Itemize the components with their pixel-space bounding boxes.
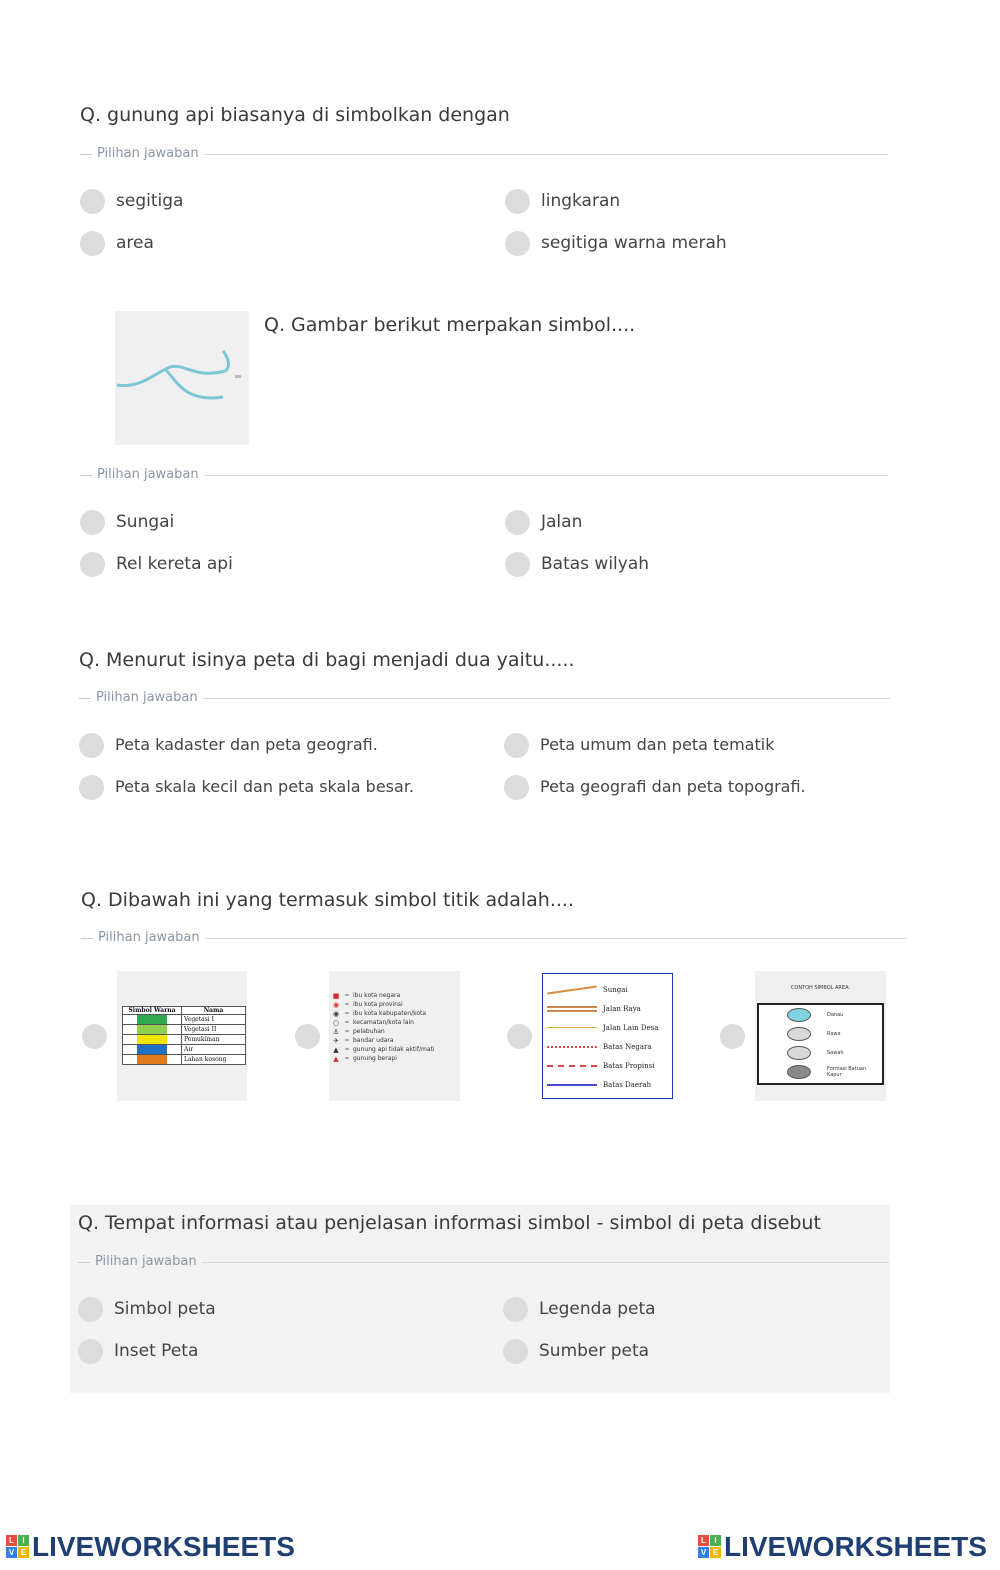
table-row [123, 1055, 245, 1064]
radio-button[interactable] [78, 1339, 103, 1364]
area-symbol-shape [787, 1065, 811, 1079]
color-swatch [123, 1015, 182, 1024]
color-swatch-fill [137, 1035, 167, 1044]
column-header: Simbol Warna [123, 1007, 182, 1014]
point-symbol-eq: = [344, 1010, 350, 1017]
option-label: Peta geografi dan peta topografi. [540, 777, 806, 796]
color-swatch [123, 1035, 182, 1044]
color-swatch-fill [137, 1015, 167, 1024]
point-symbol-mark: ◉ [332, 1000, 340, 1009]
brand-name: LIVEWORKSHEETS [32, 1531, 295, 1562]
radio-button[interactable] [78, 1297, 103, 1322]
river-symbol-drawing [115, 311, 249, 445]
point-symbol-label: kecamatan/kota lain [353, 1019, 414, 1026]
question-5-text: Q. Tempat informasi atau penjelasan informasi simbol - simbol di peta disebut [78, 1212, 821, 1234]
area-symbol-row [759, 1005, 882, 1024]
point-symbol-row [331, 1054, 459, 1063]
legend-divider [205, 938, 907, 939]
logo-tile: E [18, 1547, 29, 1558]
area-symbol-row [759, 1024, 882, 1043]
point-symbol-eq: = [344, 1046, 350, 1053]
point-symbol-label: gunung api tidak aktif/mati [353, 1046, 435, 1053]
question-4-text: Q. Dibawah ini yang termasuk simbol titik adalah.... [81, 889, 574, 911]
logo-tile: L [6, 1535, 17, 1546]
color-swatch-fill [137, 1045, 167, 1054]
area-symbol-title: CONTOH SIMBOL AREA: [790, 985, 851, 991]
question-3-text: Q. Menurut isinya peta di bagi menjadi dua yaitu..... [79, 649, 575, 671]
table-row [123, 1035, 245, 1045]
radio-button[interactable] [505, 231, 530, 256]
question-2-text: Q. Gambar berikut merpakan simbol.... [264, 314, 636, 336]
liveworksheets-logo-left [6, 1532, 296, 1564]
line-symbol-row [543, 1075, 672, 1094]
logo-tile: L [698, 1535, 709, 1546]
line-symbol-row [543, 1037, 672, 1056]
table-header [123, 1007, 245, 1015]
table-row [123, 1015, 245, 1025]
area-symbol-shape [787, 1046, 811, 1060]
point-symbol-list-image [329, 971, 460, 1101]
point-symbol-mark: ▲ [333, 1045, 339, 1054]
option-label: Peta umum dan peta tematik [540, 735, 775, 754]
point-symbol-eq: = [344, 992, 350, 999]
legend-divider [204, 154, 888, 155]
brand-name: LIVEWORKSHEETS [724, 1531, 987, 1562]
color-swatch [123, 1055, 182, 1064]
area-symbol-label: Danau [827, 1011, 844, 1018]
radio-button[interactable] [79, 775, 104, 800]
legend-label: Pilihan jawaban [95, 1254, 197, 1269]
column-header: Nama [203, 1007, 224, 1014]
option-label: area [116, 233, 154, 253]
point-symbol-mark: ⚓ [332, 1027, 340, 1036]
liveworksheets-logo-mark [698, 1535, 722, 1559]
legend-divider [203, 698, 890, 699]
point-symbol-label: bandar udara [353, 1037, 394, 1044]
radio-button[interactable] [505, 189, 530, 214]
line-symbol-label: Jalan Lain Desa [603, 1023, 659, 1032]
color-swatch [123, 1025, 182, 1034]
line-symbol-label: Jalan Raya [603, 1004, 641, 1013]
radio-button[interactable] [79, 733, 104, 758]
river-symbol-image [115, 311, 249, 445]
radio-button[interactable] [505, 552, 530, 577]
point-symbol-label: ibu kota negara [353, 992, 401, 999]
answer-options-legend [81, 930, 907, 946]
point-symbol-row [331, 1018, 459, 1027]
table-cell: Pemukiman [184, 1036, 220, 1043]
table-row [123, 1045, 245, 1055]
area-symbol-label: Formasi Batuan Kapur [827, 1065, 867, 1078]
point-symbol-mark: ■ [332, 991, 340, 1000]
area-symbol-shape [787, 1008, 811, 1022]
line-symbol-list-image [542, 973, 673, 1099]
radio-button[interactable] [504, 775, 529, 800]
line-symbol-list [543, 980, 672, 1094]
radio-button[interactable] [507, 1024, 532, 1049]
table-cell: Air [184, 1046, 194, 1053]
point-symbol-label: ibu kota provinsi [353, 1001, 403, 1008]
answer-options-legend [80, 146, 888, 162]
legend-dash [79, 698, 91, 699]
point-symbol-mark: ✈ [333, 1036, 339, 1045]
point-symbol-mark: ○ [332, 1018, 340, 1027]
point-symbol-mark: ◉ [332, 1009, 340, 1018]
color-symbol-table-image [117, 971, 247, 1101]
liveworksheets-logo-mark [6, 1535, 30, 1559]
line-symbol-mark [547, 1046, 597, 1048]
table-cell: Lahan kosong [184, 1056, 227, 1063]
line-symbol-mark [547, 1006, 597, 1012]
option-label: Inset Peta [114, 1341, 199, 1361]
table-row [123, 1025, 245, 1035]
logo-tile: V [6, 1547, 17, 1558]
line-symbol-row [543, 1056, 672, 1075]
point-symbol-eq: = [344, 1055, 350, 1062]
radio-button[interactable] [503, 1339, 528, 1364]
legend-dash [78, 1262, 90, 1263]
option-label: Sumber peta [539, 1341, 650, 1361]
option-label: lingkaran [541, 191, 621, 211]
line-symbol-row [543, 980, 672, 999]
legend-dash [81, 938, 93, 939]
area-symbol-list [759, 1005, 882, 1081]
logo-tile: V [698, 1547, 709, 1558]
area-symbol-label: Rawa [827, 1030, 841, 1037]
line-symbol-label: Sungai [603, 985, 628, 994]
legend-divider [204, 475, 888, 476]
line-symbol-mark [547, 1065, 597, 1067]
point-symbol-label: gunung berapi [353, 1055, 397, 1062]
point-symbol-row [331, 991, 459, 1000]
radio-button[interactable] [295, 1024, 320, 1049]
option-label: Simbol peta [114, 1299, 216, 1319]
logo-tile: I [710, 1535, 721, 1546]
radio-button[interactable] [720, 1024, 745, 1049]
radio-button[interactable] [80, 189, 105, 214]
radio-button[interactable] [503, 1297, 528, 1322]
line-symbol-mark [547, 985, 597, 994]
option-label: Batas wilyah [541, 554, 650, 574]
point-symbol-row [331, 1009, 459, 1018]
color-swatch [123, 1045, 182, 1054]
point-symbol-row [331, 1000, 459, 1009]
line-symbol-mark [547, 1084, 597, 1086]
point-symbol-eq: = [344, 1001, 350, 1008]
radio-button[interactable] [504, 733, 529, 758]
radio-button[interactable] [505, 510, 530, 535]
answer-options-legend [78, 1254, 889, 1270]
line-symbol-row [543, 999, 672, 1018]
option-label: Legenda peta [539, 1299, 656, 1319]
option-label: Sungai [116, 512, 175, 532]
point-symbol-eq: = [344, 1019, 350, 1026]
area-symbol-row [759, 1062, 882, 1081]
answer-options-legend [79, 690, 890, 706]
color-swatch-fill [137, 1055, 167, 1064]
point-symbol-list [331, 991, 459, 1063]
radio-button[interactable] [80, 510, 105, 535]
legend-label: Pilihan jawaban [97, 146, 199, 161]
legend-divider [202, 1262, 889, 1263]
option-label: Peta skala kecil dan peta skala besar. [115, 777, 415, 796]
color-swatch-fill [137, 1025, 167, 1034]
option-label: segitiga warna merah [541, 233, 727, 253]
point-symbol-row [331, 1027, 459, 1036]
line-symbol-label: Batas Negara [603, 1042, 652, 1051]
area-symbol-row [759, 1043, 882, 1062]
area-symbol-frame [757, 1003, 884, 1085]
option-label: Peta kadaster dan peta geografi. [115, 735, 378, 754]
table-cell: Vegetasi II [184, 1026, 217, 1033]
logo-tile: I [18, 1535, 29, 1546]
point-symbol-row [331, 1036, 459, 1045]
question-1-text: Q. gunung api biasanya di simbolkan dengan [80, 104, 510, 126]
point-symbol-row [331, 1045, 459, 1054]
option-label: segitiga [116, 191, 184, 211]
option-label: Rel kereta api [116, 554, 233, 574]
legend-dash [80, 475, 92, 476]
radio-button[interactable] [80, 552, 105, 577]
option-label: Jalan [541, 512, 583, 532]
point-symbol-label: ibu kota kabupaten/kota [353, 1010, 427, 1017]
point-symbol-eq: = [344, 1028, 350, 1035]
line-symbol-row [543, 1018, 672, 1037]
legend-label: Pilihan jawaban [98, 930, 200, 945]
radio-button[interactable] [82, 1024, 107, 1049]
area-symbol-list-image [755, 971, 886, 1101]
table-body [123, 1015, 245, 1064]
line-symbol-label: Batas Daerah [603, 1080, 652, 1089]
liveworksheets-logo-right [698, 1532, 994, 1564]
line-symbol-mark [547, 1027, 597, 1028]
table-cell: Vegetasi I [184, 1016, 214, 1023]
color-symbol-table [122, 1006, 246, 1065]
line-symbol-label: Batas Propinsi [603, 1061, 655, 1070]
area-symbol-label: Sawah [827, 1049, 844, 1056]
answer-options-legend [80, 467, 888, 483]
logo-tile: E [710, 1547, 721, 1558]
radio-button[interactable] [80, 231, 105, 256]
point-symbol-label: pelabuhan [353, 1028, 385, 1035]
legend-dash [80, 154, 92, 155]
legend-label: Pilihan jawaban [97, 467, 199, 482]
point-symbol-mark: ▲ [333, 1054, 339, 1063]
legend-label: Pilihan jawaban [96, 690, 198, 705]
point-symbol-eq: = [344, 1037, 350, 1044]
area-symbol-shape [787, 1027, 811, 1041]
